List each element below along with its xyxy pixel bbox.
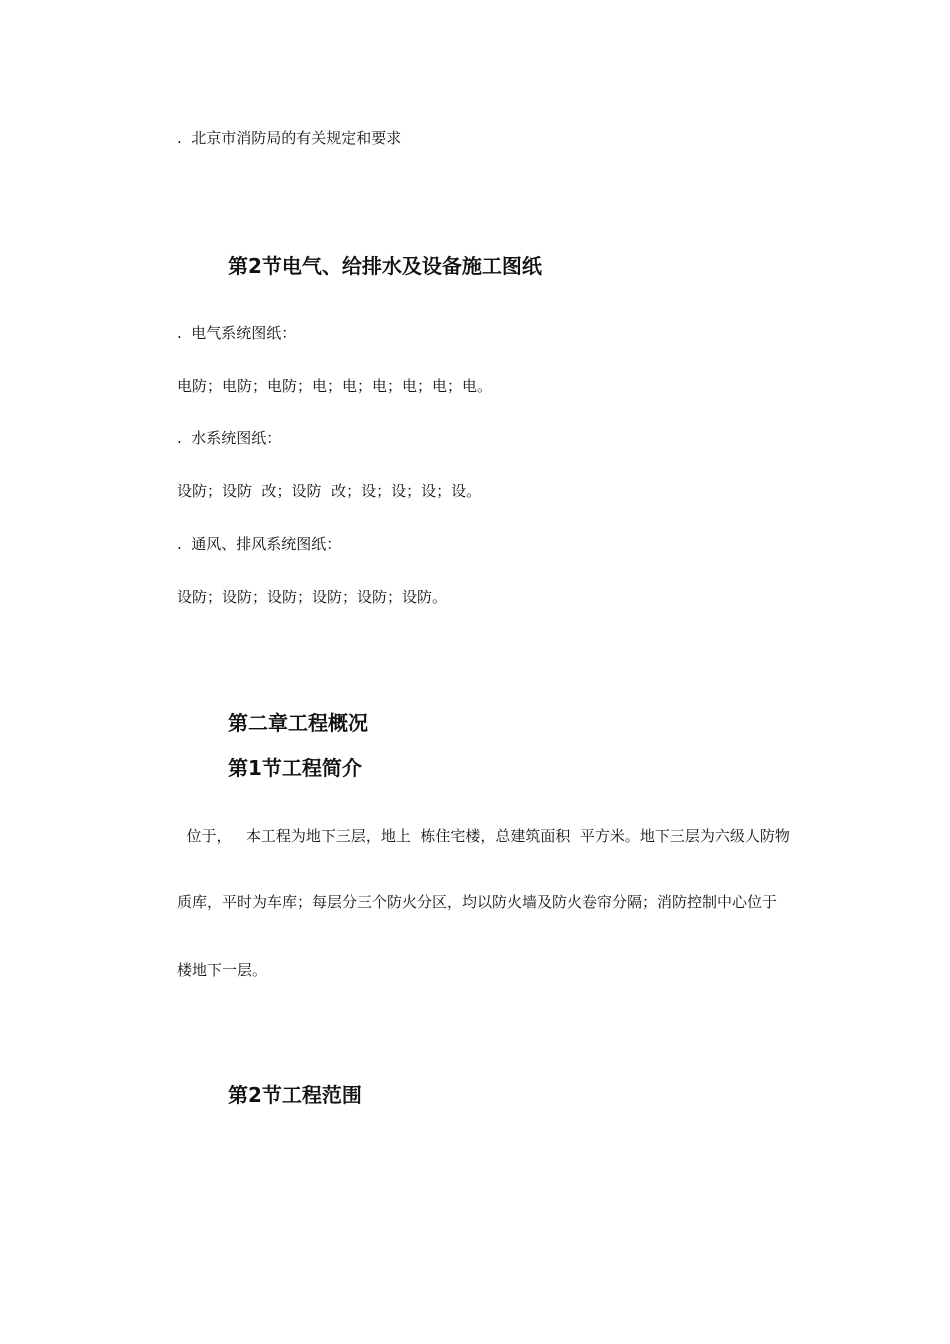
electrical-drawings-title: . 电气系统图纸： bbox=[177, 324, 297, 342]
section-heading-drawings: 第2节电气、给排水及设备施工图纸 bbox=[228, 254, 542, 278]
chapter-title: 第二章工程概况 bbox=[228, 711, 368, 735]
intro-paragraph-line-2: 质库，平时为车库；每层分三个防火分区，均以防火墙及防火卷帘分隔；消防控制中心位于 bbox=[177, 893, 778, 911]
water-drawings-title: . 水系统图纸： bbox=[177, 429, 282, 447]
electrical-drawings-list: 电防；电防；电防；电；电；电；电；电；电。 bbox=[177, 377, 493, 395]
water-drawings-list: 设防；设防 改；设防 改；设；设；设；设。 bbox=[177, 482, 482, 500]
basis-item-fire-bureau: . 北京市消防局的有关规定和要求 bbox=[177, 129, 402, 147]
section-heading-intro: 第1节工程简介 bbox=[228, 756, 362, 780]
hvac-drawings-title: . 通风、排风系统图纸： bbox=[177, 535, 342, 553]
intro-paragraph-line-3: 楼地下一层。 bbox=[177, 961, 268, 979]
section-heading-scope: 第2节工程范围 bbox=[228, 1083, 362, 1107]
intro-paragraph-line-1: 位于， 本工程为地下三层，地上 栋住宅楼，总建筑面积 平方米。地下三层为六级人防物 bbox=[177, 827, 790, 845]
hvac-drawings-list: 设防；设防；设防；设防；设防；设防。 bbox=[177, 588, 448, 606]
